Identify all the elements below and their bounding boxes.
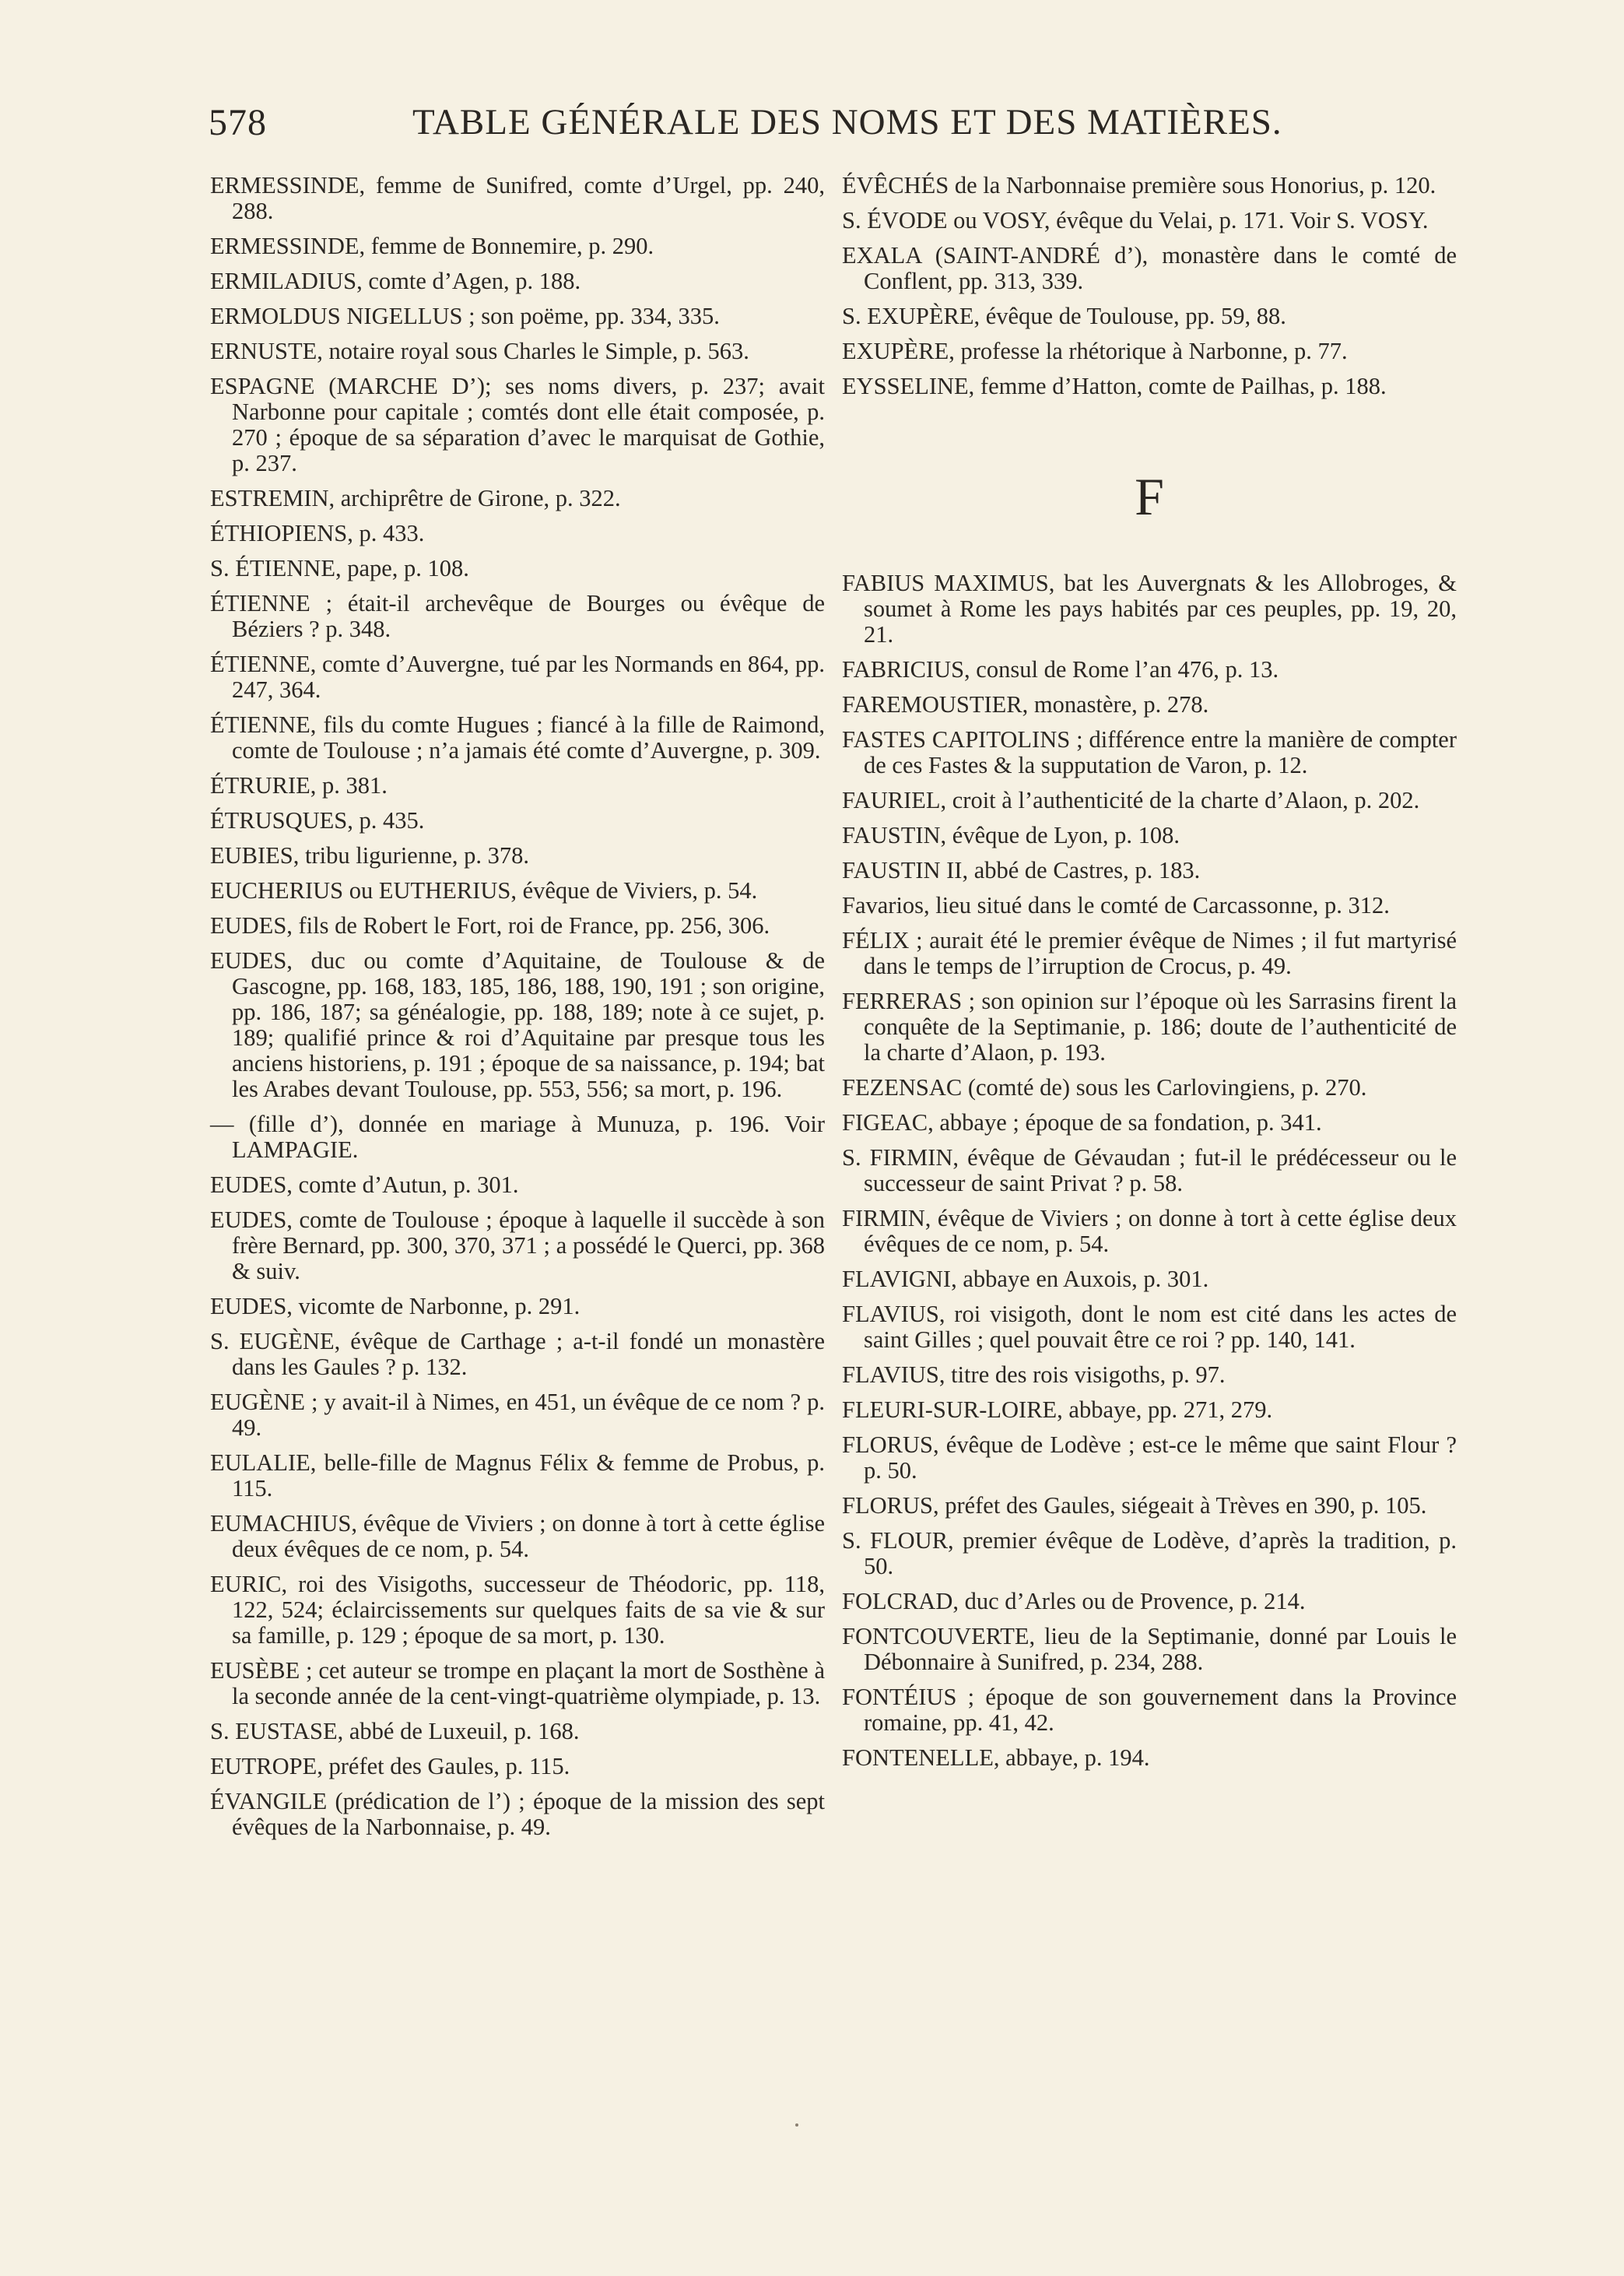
index-entry: ÉTRUSQUES, p. 435. xyxy=(210,807,425,834)
index-entry: S. ÉTIENNE, pape, p. 108. xyxy=(210,555,469,581)
index-entry: FLAVIGNI, abbaye en Auxois, p. 301. xyxy=(842,1266,1209,1292)
index-entry: ÉVÊCHÉS de la Narbonnaise première sous Honorius, p. 120. xyxy=(842,172,1436,198)
index-entry: FIGEAC, abbaye ; époque de sa fondation, p. 341. xyxy=(842,1109,1322,1136)
ink-speck xyxy=(795,2123,798,2127)
page-title: TABLE GÉNÉRALE DES NOMS ET DES MATIÈRES. xyxy=(412,102,1282,142)
index-entry: FOLCRAD, duc d’Arles ou de Provence, p. 214. xyxy=(842,1588,1306,1614)
section-letter: F xyxy=(1135,467,1164,526)
index-entry: EXALA (SAINT-ANDRÉ d’), monastère dans le comté de Conflent, pp. 313, 339. xyxy=(842,242,1457,294)
index-entry: FLAVIUS, roi visigoth, dont le nom est cité dans les actes de saint Gilles ; quel pouvait être ce roi ? pp. 140, 141. xyxy=(842,1301,1457,1353)
index-entry: S. FLOUR, premier évêque de Lodève, d’après la tradition, p. 50. xyxy=(842,1527,1457,1579)
index-entry: S. ÉVODE ou VOSY, évêque du Velai, p. 171. Voir S. VOSY. xyxy=(842,207,1429,234)
index-entry: EUDES, duc ou comte d’Aquitaine, de Toulouse & de Gascogne, pp. 168, 183, 185, 186, 188, 190, 191 ; son origine, pp. 186, 187; sa généalogie, pp. 188, 189; note à ce sujet, p. 189; qualifié prince & roi d’Aquitaine par presque tous les anciens historiens, p. 191 ; époque de sa naissance, p. 194; bat les Arabes devant Toulouse, pp. 553, 556; sa mort, p. 196. xyxy=(210,947,825,1102)
index-entry: FAUSTIN, évêque de Lyon, p. 108. xyxy=(842,822,1180,848)
index-entry: ERMESSINDE, femme de Bonnemire, p. 290. xyxy=(210,233,654,259)
left-column xyxy=(210,173,825,1849)
index-entry: S. EXUPÈRE, évêque de Toulouse, pp. 59, 88. xyxy=(842,303,1286,329)
index-entry: FASTES CAPITOLINS ; différence entre la manière de compter de ces Fastes & la supputation de Varon, p. 12. xyxy=(842,726,1457,778)
index-entry: FEZENSAC (comté de) sous les Carlovingiens, p. 270. xyxy=(842,1074,1367,1101)
index-entry: ÉTIENNE, comte d’Auvergne, tué par les Normands en 864, pp. 247, 364. xyxy=(210,651,825,703)
index-entry: ÉVANGILE (prédication de l’) ; époque de la mission des sept évêques de la Narbonnaise, p. 49. xyxy=(210,1788,825,1840)
index-entry: EUDES, fils de Robert le Fort, roi de France, pp. 256, 306. xyxy=(210,912,770,939)
index-entry: FLORUS, évêque de Lodève ; est-ce le même que saint Flour ? p. 50. xyxy=(842,1431,1457,1484)
index-entry: EYSSELINE, femme d’Hatton, comte de Pailhas, p. 188. xyxy=(842,373,1387,399)
index-entry: S. FIRMIN, évêque de Gévaudan ; fut-il le prédécesseur ou le successeur de saint Privat ? p. 58. xyxy=(842,1144,1457,1196)
index-entry: EUMACHIUS, évêque de Viviers ; on donne à tort à cette église deux évêques de ce nom, p. 54. xyxy=(210,1510,825,1562)
index-entry: EULALIE, belle-fille de Magnus Félix & femme de Probus, p. 115. xyxy=(210,1449,825,1502)
index-entry: EUBIES, tribu ligurienne, p. 378. xyxy=(210,842,530,869)
index-entry: ERMOLDUS NIGELLUS ; son poëme, pp. 334, 335. xyxy=(210,303,720,329)
index-entry: ÉTHIOPIENS, p. 433. xyxy=(210,520,425,546)
index-entry: ÉTIENNE, fils du comte Hugues ; fiancé à la fille de Raimond, comte de Toulouse ; n’a jamais été comte d’Auvergne, p. 309. xyxy=(210,711,825,764)
index-entry: EUTROPE, préfet des Gaules, p. 115. xyxy=(210,1753,570,1779)
index-entry: FLAVIUS, titre des rois visigoths, p. 97. xyxy=(842,1361,1226,1388)
index-entry: S. EUSTASE, abbé de Luxeuil, p. 168. xyxy=(210,1718,580,1744)
index-entry: FABRICIUS, consul de Rome l’an 476, p. 13. xyxy=(842,656,1279,683)
index-entry: S. EUGÈNE, évêque de Carthage ; a-t-il fondé un monastère dans les Gaules ? p. 132. xyxy=(210,1328,825,1380)
index-entry: ESTREMIN, archiprêtre de Girone, p. 322. xyxy=(210,485,621,511)
right-column xyxy=(842,173,1457,1780)
index-entry: EUDES, comte de Toulouse ; époque à laquelle il succède à son frère Bernard, pp. 300, 370, 371 ; a possédé le Querci, pp. 368 & suiv. xyxy=(210,1206,825,1284)
index-entry: — (fille d’), donnée en mariage à Munuza, p. 196. Voir LAMPAGIE. xyxy=(210,1111,825,1163)
index-entry: EUDES, comte d’Autun, p. 301. xyxy=(210,1171,519,1198)
index-entry: Favarios, lieu situé dans le comté de Carcassonne, p. 312. xyxy=(842,892,1390,918)
index-entry: FONTCOUVERTE, lieu de la Septimanie, donné par Louis le Débonnaire à Sunifred, p. 234, 288. xyxy=(842,1623,1457,1675)
index-entry: FLEURI-SUR-LOIRE, abbaye, pp. 271, 279. xyxy=(842,1396,1273,1423)
page-number: 578 xyxy=(209,102,267,143)
index-entry: FONTÉIUS ; époque de son gouvernement dans la Province romaine, pp. 41, 42. xyxy=(842,1684,1457,1736)
index-entry: EUCHERIUS ou EUTHERIUS, évêque de Viviers, p. 54. xyxy=(210,877,758,904)
index-entry: FAREMOUSTIER, monastère, p. 278. xyxy=(842,691,1209,718)
index-entry: EUGÈNE ; y avait-il à Nimes, en 451, un évêque de ce nom ? p. 49. xyxy=(210,1389,825,1441)
index-entry: FLORUS, préfet des Gaules, siégeait à Trèves en 390, p. 105. xyxy=(842,1492,1427,1519)
index-entry: FONTENELLE, abbaye, p. 194. xyxy=(842,1744,1150,1771)
index-entry: FERRERAS ; son opinion sur l’époque où les Sarrasins firent la conquête de la Septimanie, p. 186; doute de l’authenticité de la charte d’Alaon, p. 193. xyxy=(842,988,1457,1066)
index-entry: EUDES, vicomte de Narbonne, p. 291. xyxy=(210,1293,581,1319)
index-entry: ERMILADIUS, comte d’Agen, p. 188. xyxy=(210,268,581,294)
index-entry: ESPAGNE (MARCHE D’); ses noms divers, p. 237; avait Narbonne pour capitale ; comtés dont elle était composée, p. 270 ; époque de sa séparation d’avec le marquisat de Gothie, p. 237. xyxy=(210,373,825,476)
index-entry: FABIUS MAXIMUS, bat les Auvergnats & les Allobroges, & soumet à Rome les pays habités par ces peuples, pp. 19, 20, 21. xyxy=(842,570,1457,648)
page-header xyxy=(209,101,1282,156)
index-entry: EURIC, roi des Visigoths, successeur de Théodoric, pp. 118, 122, 524; éclaircissements sur quelques faits de sa vie & sur sa famille, p. 129 ; époque de sa mort, p. 130. xyxy=(210,1571,825,1649)
index-entry: EUSÈBE ; cet auteur se trompe en plaçant la mort de Sosthène à la seconde année de la cent-vingt-quatrième olympiade, p. 13. xyxy=(210,1657,825,1709)
index-entry: EXUPÈRE, professe la rhétorique à Narbonne, p. 77. xyxy=(842,338,1348,364)
index-entry: FIRMIN, évêque de Viviers ; on donne à tort à cette église deux évêques de ce nom, p. 54. xyxy=(842,1205,1457,1257)
index-entry: ÉTRURIE, p. 381. xyxy=(210,772,388,799)
index-entry: FÉLIX ; aurait été le premier évêque de Nimes ; il fut martyrisé dans le temps de l’irruption de Crocus, p. 49. xyxy=(842,927,1457,979)
index-entry: FAUSTIN II, abbé de Castres, p. 183. xyxy=(842,857,1201,883)
index-entry: ERNUSTE, notaire royal sous Charles le Simple, p. 563. xyxy=(210,338,749,364)
index-entry: ERMESSINDE, femme de Sunifred, comte d’Urgel, pp. 240, 288. xyxy=(210,172,825,224)
index-entry: ÉTIENNE ; était-il archevêque de Bourges ou évêque de Béziers ? p. 348. xyxy=(210,590,825,642)
index-entry: FAURIEL, croit à l’authenticité de la charte d’Alaon, p. 202. xyxy=(842,787,1420,813)
